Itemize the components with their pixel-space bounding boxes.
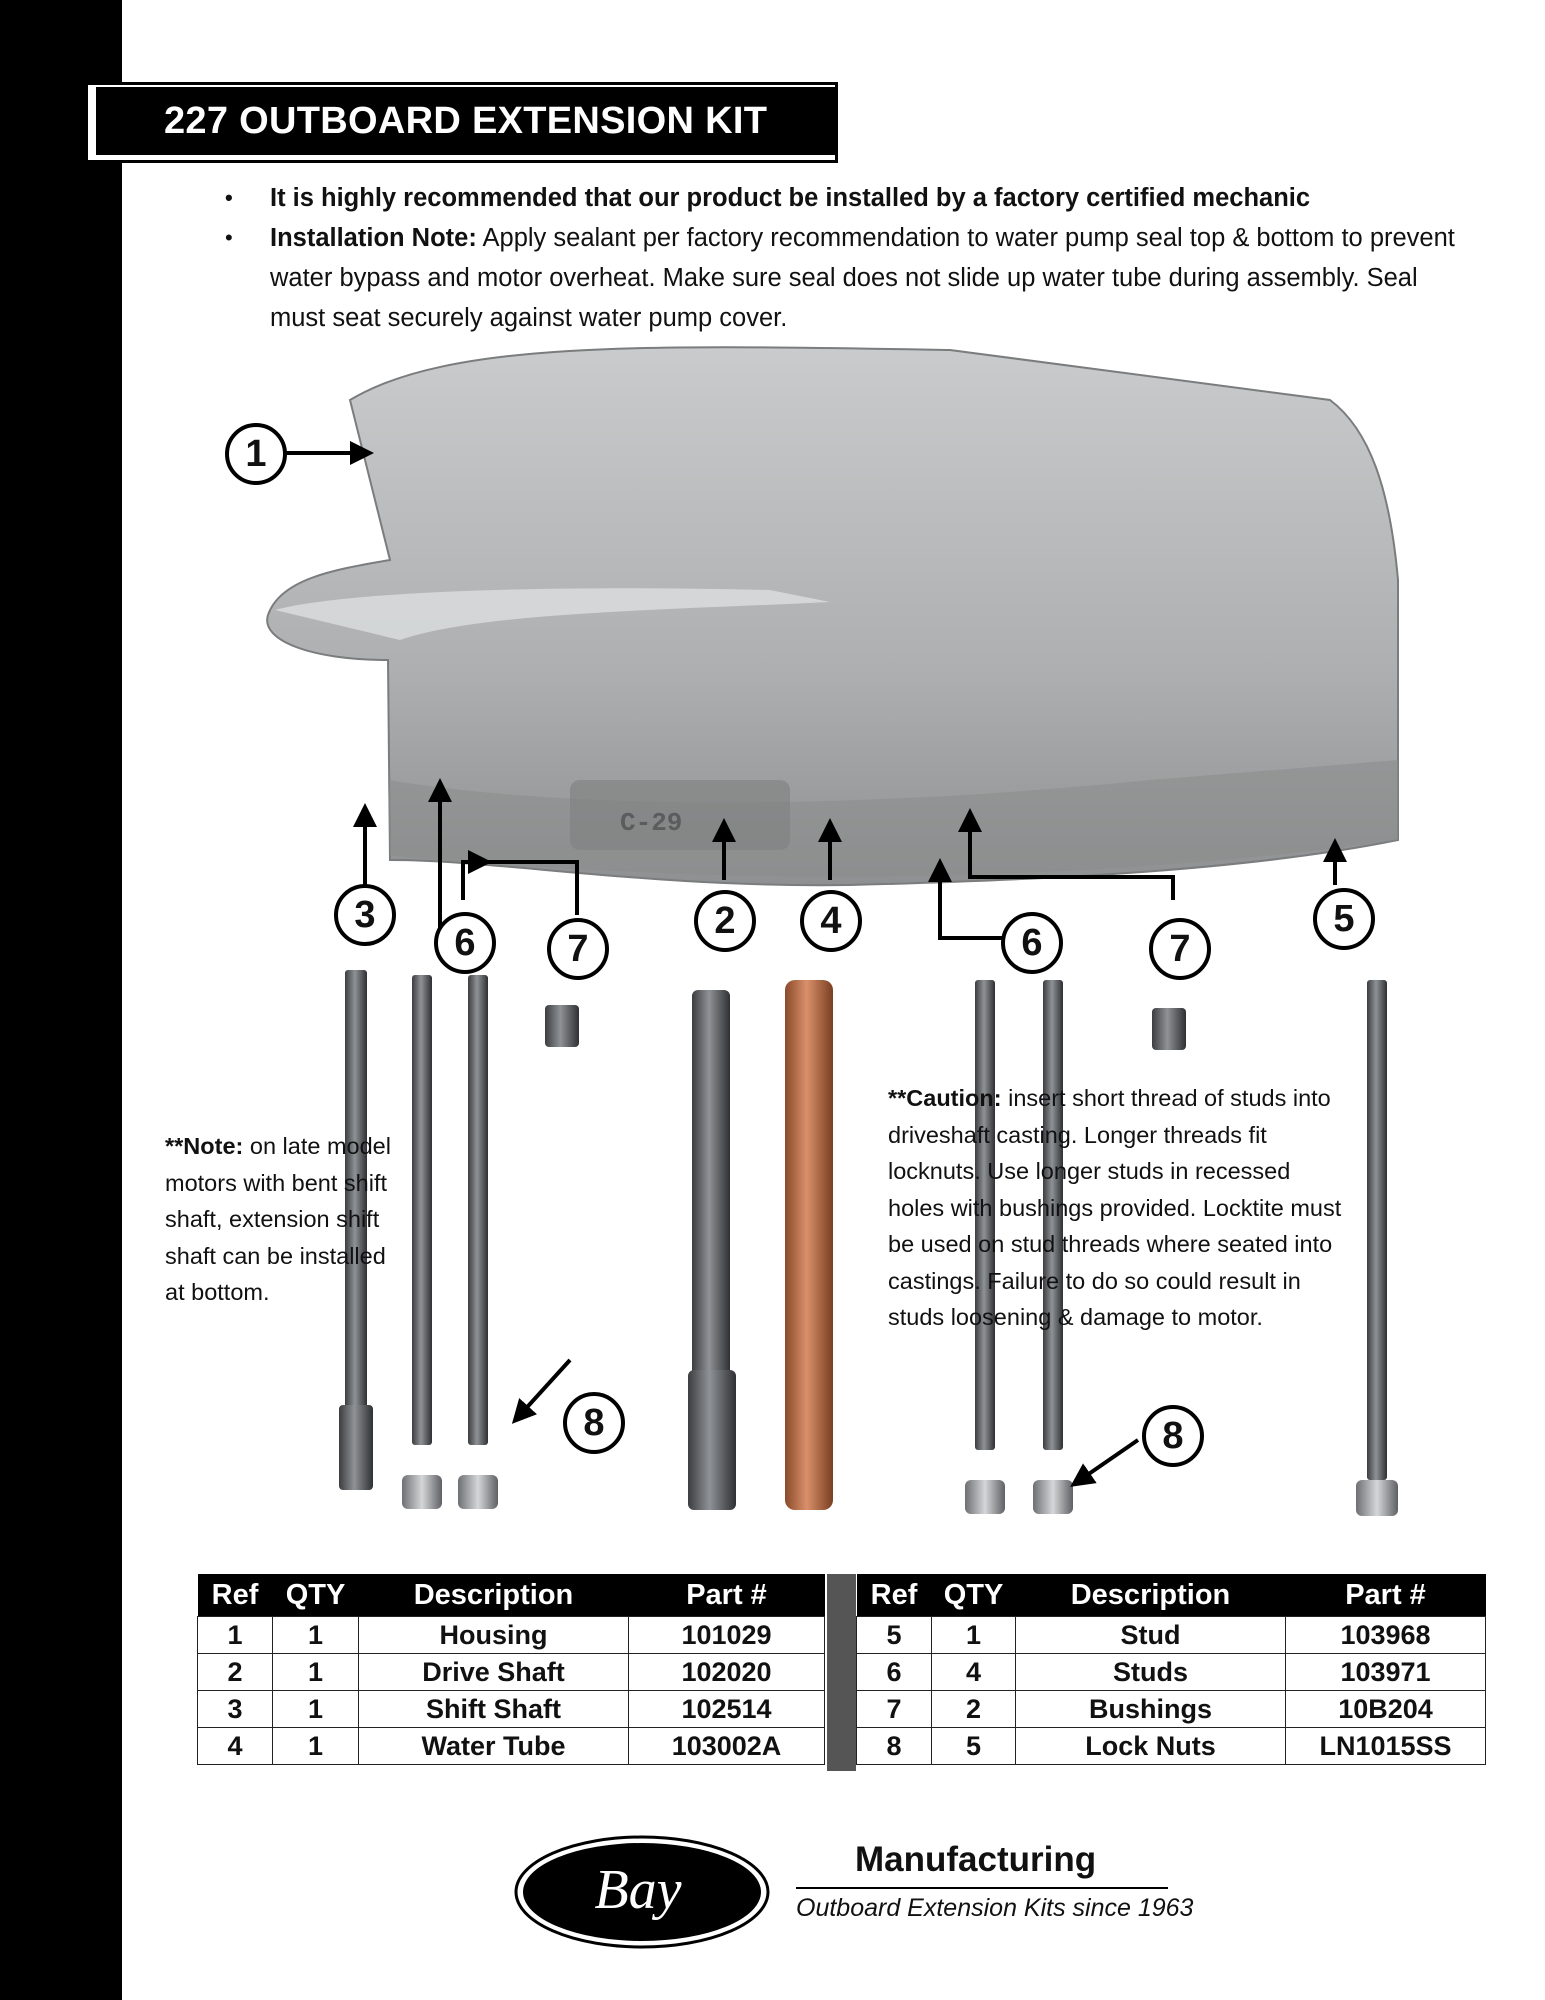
description-cell: Drive Shaft <box>359 1654 629 1691</box>
callout-6-right: 6 <box>1001 912 1063 974</box>
callout-1: 1 <box>225 423 287 485</box>
drive-shaft-part <box>688 990 736 1510</box>
column-header: Description <box>1016 1574 1286 1617</box>
table-row <box>198 1654 825 1691</box>
bay-logo <box>512 1832 772 1952</box>
qty-cell: 2 <box>932 1691 1016 1728</box>
part-number-cell: 101029 <box>629 1617 825 1654</box>
installation-note-text: Apply sealant per factory recommendation to water pump seal top & bottom to prevent water bypass and motor overheat. Make sure seal does not slide up water tube during assembly. Seal must seat securely against water pump cover. <box>270 224 1455 332</box>
bullet-installation-note <box>220 218 1470 338</box>
column-header: QTY <box>932 1574 1016 1617</box>
note-late-model <box>165 1128 405 1311</box>
stud-part <box>402 975 498 1509</box>
ref-cell: 4 <box>198 1728 273 1765</box>
table-separator <box>827 1574 856 1771</box>
table-header-row <box>198 1574 825 1617</box>
callout-3: 3 <box>334 884 396 946</box>
column-header: Ref <box>198 1574 273 1617</box>
qty-cell: 1 <box>273 1654 359 1691</box>
part-number-cell: 102020 <box>629 1654 825 1691</box>
column-header: Ref <box>857 1574 932 1617</box>
bullet-dot-icon: • <box>225 185 233 210</box>
table-header-row <box>857 1574 1486 1617</box>
callout-8-right: 8 <box>1142 1405 1204 1467</box>
water-tube-part <box>785 980 833 1510</box>
callout-7-left: 7 <box>547 918 609 980</box>
casting-mark: C-29 <box>620 808 683 838</box>
caution-text: insert short thread of studs into driveshaft casting. Longer threads fit locknuts. Use longer studs in recessed holes with bushings provided. Locktite must be used on stud threads where seated into castings. Failure to do so could result in studs loosening & damage to motor. <box>888 1085 1342 1330</box>
column-header: Description <box>359 1574 629 1617</box>
table-row <box>857 1617 1486 1654</box>
note-text: on late model motors with bent shift shaft, extension shift shaft can be installed at bottom. <box>165 1133 391 1305</box>
bushing-part <box>1152 1008 1186 1050</box>
table-row <box>857 1728 1486 1765</box>
description-cell: Shift Shaft <box>359 1691 629 1728</box>
note-caution <box>888 1080 1348 1336</box>
footer-divider <box>796 1887 1168 1889</box>
part-number-cell: 103971 <box>1286 1654 1486 1691</box>
installation-note-label: Installation Note: <box>270 224 477 252</box>
table-row <box>198 1691 825 1728</box>
callout-6-left: 6 <box>434 912 496 974</box>
callout-7-right: 7 <box>1149 918 1211 980</box>
ref-cell: 1 <box>198 1617 273 1654</box>
company-name: Manufacturing <box>855 1840 1097 1879</box>
qty-cell: 1 <box>273 1691 359 1728</box>
callout-2: 2 <box>694 890 756 952</box>
bullet-text: It is highly recommended that our product be installed by a factory certified mechanic <box>270 184 1311 212</box>
housing-part <box>267 347 1398 885</box>
company-tagline: Outboard Extension Kits since 1963 <box>796 1894 1194 1922</box>
parts-table-left <box>197 1574 825 1765</box>
qty-cell: 1 <box>273 1617 359 1654</box>
bullet-dot-icon: • <box>225 225 233 250</box>
table-row <box>857 1654 1486 1691</box>
callout-8-left: 8 <box>563 1392 625 1454</box>
bullet-recommendation <box>220 178 1470 218</box>
page-title: 227 OUTBOARD EXTENSION KIT <box>96 87 838 155</box>
long-stud-part <box>1356 980 1398 1516</box>
instructions-list <box>220 178 1470 338</box>
part-number-cell: 102514 <box>629 1691 825 1728</box>
callout-5: 5 <box>1313 888 1375 950</box>
qty-cell: 1 <box>932 1617 1016 1654</box>
description-cell: Lock Nuts <box>1016 1728 1286 1765</box>
parts-diagram <box>150 340 1450 1540</box>
table-row <box>198 1728 825 1765</box>
qty-cell: 4 <box>932 1654 1016 1691</box>
qty-cell: 5 <box>932 1728 1016 1765</box>
logo-text: Bay <box>594 1859 682 1921</box>
parts-table-right <box>856 1574 1486 1765</box>
description-cell: Stud <box>1016 1617 1286 1654</box>
part-number-cell: LN1015SS <box>1286 1728 1486 1765</box>
ref-cell: 6 <box>857 1654 932 1691</box>
note-label: **Note: <box>165 1133 244 1159</box>
table-row <box>198 1617 825 1654</box>
part-number-cell: 10B204 <box>1286 1691 1486 1728</box>
bushing-part <box>545 1005 579 1047</box>
ref-cell: 8 <box>857 1728 932 1765</box>
ref-cell: 7 <box>857 1691 932 1728</box>
description-cell: Bushings <box>1016 1691 1286 1728</box>
caution-label: **Caution: <box>888 1085 1002 1111</box>
column-header: Part # <box>1286 1574 1486 1617</box>
part-number-cell: 103002A <box>629 1728 825 1765</box>
description-cell: Housing <box>359 1617 629 1654</box>
column-header: QTY <box>273 1574 359 1617</box>
qty-cell: 1 <box>273 1728 359 1765</box>
left-black-bar <box>0 0 122 2000</box>
table-row <box>857 1691 1486 1728</box>
ref-cell: 5 <box>857 1617 932 1654</box>
description-cell: Water Tube <box>359 1728 629 1765</box>
ref-cell: 3 <box>198 1691 273 1728</box>
column-header: Part # <box>629 1574 825 1617</box>
description-cell: Studs <box>1016 1654 1286 1691</box>
part-number-cell: 103968 <box>1286 1617 1486 1654</box>
ref-cell: 2 <box>198 1654 273 1691</box>
callout-4: 4 <box>800 890 862 952</box>
